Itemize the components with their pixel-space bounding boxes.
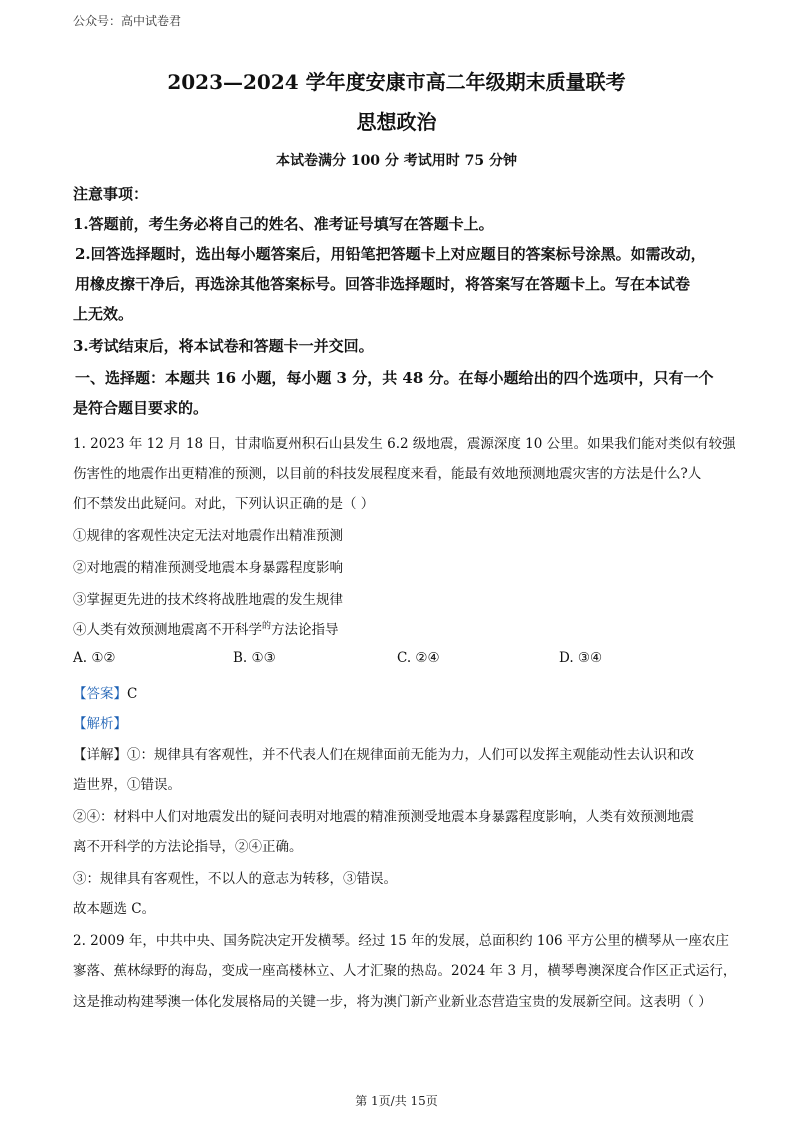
- analysis-label: 【解析】: [73, 716, 127, 732]
- q1-option-c: C. ②④: [397, 650, 440, 666]
- header-tag: 公众号：高中试卷君: [73, 14, 182, 28]
- notice-item-2-end: 上无效。: [73, 305, 134, 323]
- q1-conclusion: 故本题选 C。: [73, 901, 156, 917]
- notice-item-3: 3.考试结束后，将本试卷和答题卡一并交回。: [73, 337, 374, 355]
- notice-item-2-cont: 用橡皮擦干净后，再选涂其他答案标号。回答非选择题时，将答案写在答题卡上。写在本试卷: [75, 275, 691, 293]
- q2-stem-line-2: 寥落、蕉林绿野的海岛，变成一座高楼林立、人才汇聚的热岛。2024 年 3 月，横琴粤澳深度合作区正式运行，: [73, 963, 737, 979]
- q1-statement-4-superscript: 的: [262, 621, 272, 632]
- detail-label: 【详解】: [73, 747, 127, 763]
- q1-detail-line-3: ②④：材料中人们对地震发出的疑问表明对地震的精准预测受地震本身暴露程度影响，人类有效预测地震: [73, 809, 694, 825]
- answer-value: C: [127, 686, 138, 702]
- q1-statement-3: ③掌握更先进的技术终将战胜地震的发生规律: [73, 592, 343, 608]
- notice-heading: 注意事项：: [73, 185, 149, 203]
- q1-detail-line-5: ③：规律具有客观性，不以人的意志为转移，③错误。: [73, 871, 397, 887]
- q1-statement-4: [73, 618, 339, 638]
- exam-meta: 本试卷满分 100 分 考试用时 75 分钟: [275, 153, 518, 169]
- answer-label: 【答案】: [73, 686, 127, 702]
- q1-detail-line-4: 离不开科学的方法论指导，②④正确。: [73, 839, 303, 855]
- q1-detail-line-1: [73, 743, 694, 763]
- notice-item-2: 2.回答选择题时，选出每小题答案后，用铅笔把答题卡上对应题目的答案标号涂黑。如需改动，: [75, 245, 706, 263]
- notice-item-1: 1.答题前，考生务必将自己的姓名、准考证号填写在答题卡上。: [73, 215, 494, 233]
- page-number: 第 1页/共 15页: [355, 1094, 438, 1108]
- q2-stem-line-1: 2. 2009 年，中共中央、国务院决定开发横琴。经过 15 年的发展，总面积约 106 平方公里的横琴从一座农庄: [73, 933, 729, 949]
- q1-option-d: D. ③④: [559, 650, 603, 666]
- exam-subject: 思想政治: [356, 110, 437, 134]
- q1-stem-line-3: 们不禁发出此疑问。对此，下列认识正确的是（ ）: [73, 496, 375, 512]
- q1-statement-4-text-b: 方法论指导: [271, 622, 339, 638]
- detail-text-1: ①：规律具有客观性，并不代表人们在规律面前无能为力，人们可以发挥主观能动性去认识和改: [127, 747, 694, 763]
- q1-stem-line-1: 1. 2023 年 12 月 18 日，甘肃临夏州积石山县发生 6.2 级地震，震源深度 10 公里。如果我们能对类似有较强: [73, 436, 736, 452]
- q1-detail-line-2: 造世界，①错误。: [73, 777, 181, 793]
- section1-instruction: 一、选择题：本题共 16 小题，每小题 3 分，共 48 分。在每小题给出的四个选项中，只有一个: [75, 369, 714, 387]
- q1-statement-4-text-a: ④人类有效预测地震离不开科学: [73, 622, 262, 638]
- q2-stem-line-3: 这是推动构建琴澳一体化发展格局的关键一步，将为澳门新产业新业态营造宝贵的发展新空间。这表明（ ）: [73, 994, 712, 1010]
- q1-stem-line-2: 伤害性的地震作出更精准的预测，以目前的科技发展程度来看，能最有效地预测地震灾害的方法是什么?人: [73, 466, 702, 482]
- q1-option-a: A. ①②: [73, 650, 116, 666]
- q1-statement-1: ①规律的客观性决定无法对地震作出精准预测: [73, 528, 343, 544]
- section1-instruction-cont: 是符合题目要求的。: [73, 399, 209, 417]
- q1-answer: [73, 682, 137, 702]
- exam-title: 2023—2024 学年度安康市高二年级期末质量联考: [167, 70, 626, 94]
- q1-statement-2: ②对地震的精准预测受地震本身暴露程度影响: [73, 560, 343, 576]
- q1-option-b: B. ①③: [233, 650, 276, 666]
